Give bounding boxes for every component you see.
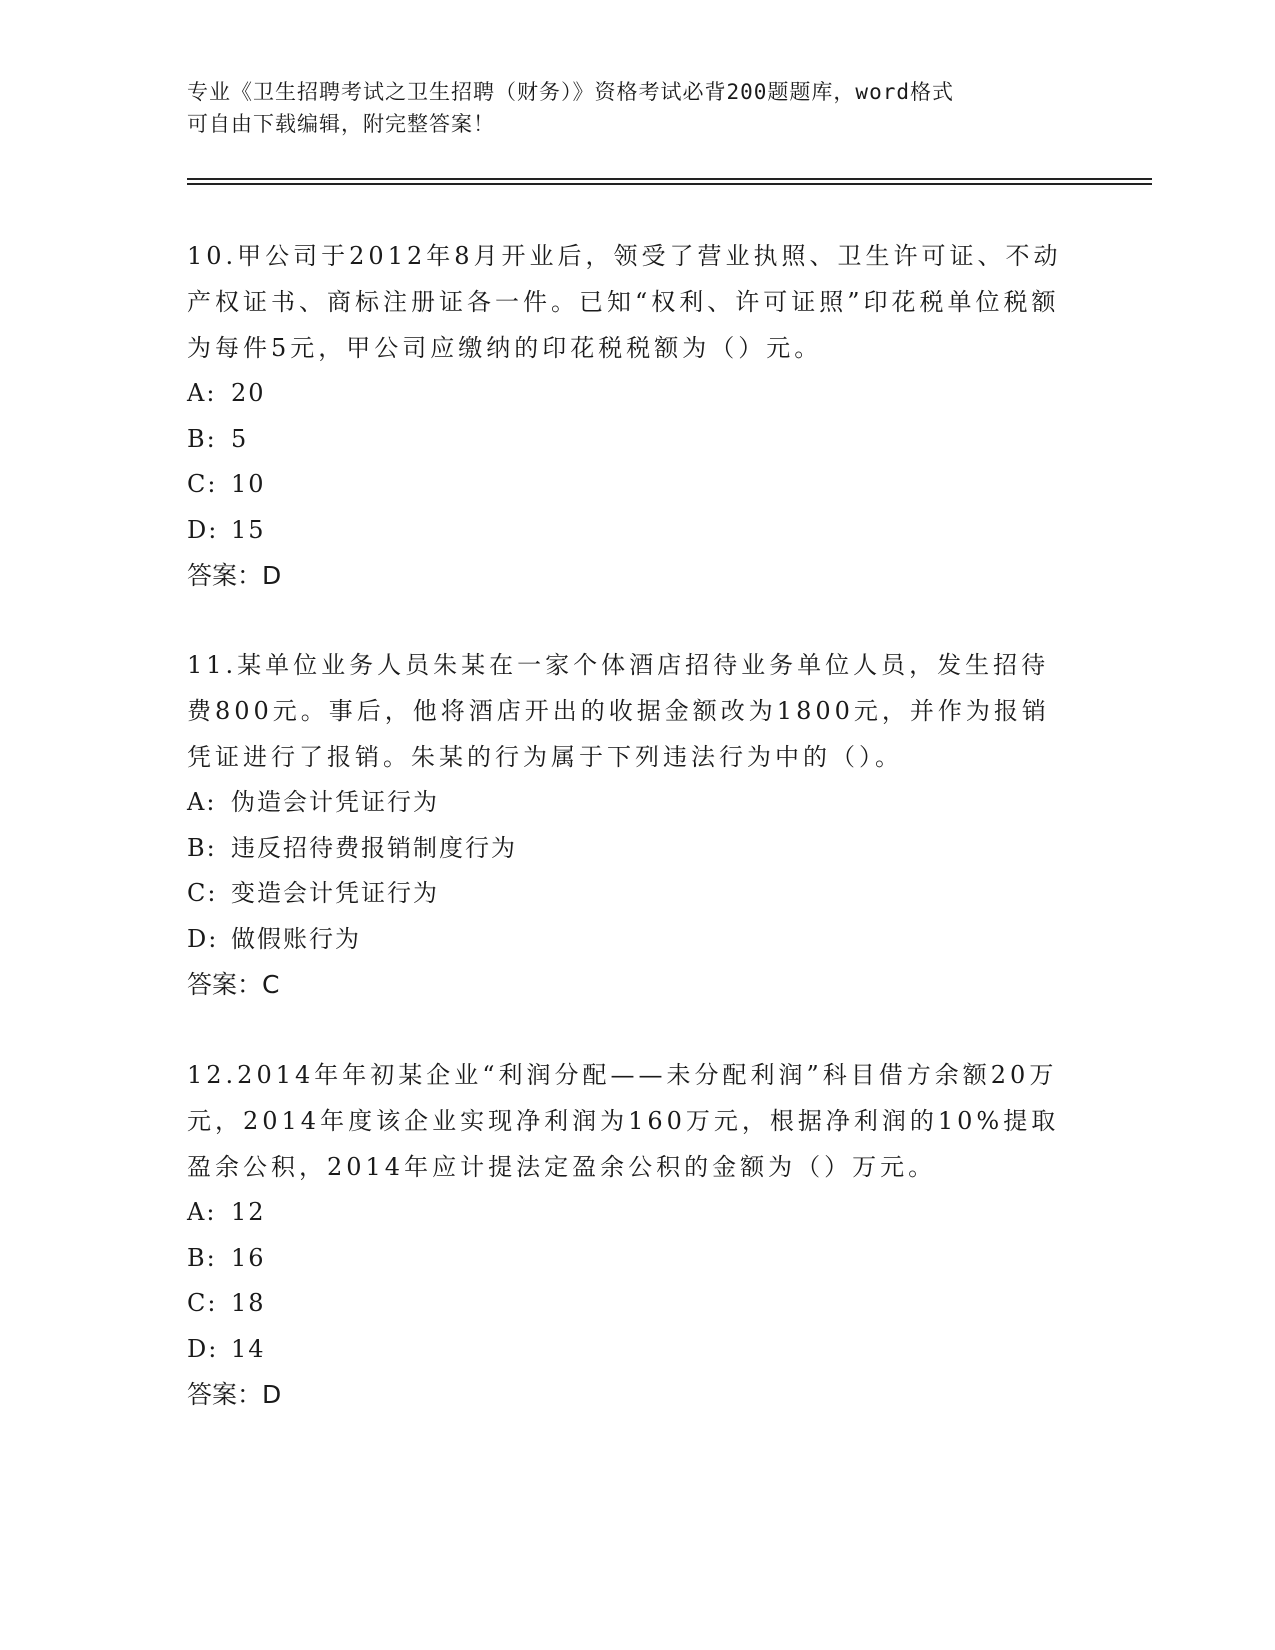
answer-label: 答案：D [187, 1380, 282, 1409]
question-stem: 10.甲公司于2012年8月开业后，领受了营业执照、卫生许可证、不动产权证书、商标注册证各一件。已知“权利、许可证照”印花税单位税额为每件5元，甲公司应缴纳的印花税税额为（）元。 [187, 242, 1062, 362]
option-text: 10 [231, 470, 266, 498]
option-letter: B: [187, 424, 217, 453]
document-header [187, 76, 1067, 140]
answer-label: 答案：D [187, 561, 282, 590]
question-block [187, 1052, 1067, 1418]
option-a [187, 371, 1067, 417]
option-a [187, 1190, 1067, 1236]
option-b [187, 417, 1067, 463]
option-letter: D: [187, 924, 219, 953]
option-d [187, 508, 1067, 554]
header-title-line-2: 可自由下载编辑，附完整答案！ [187, 112, 495, 136]
question-block [187, 642, 1067, 1008]
option-a [187, 780, 1067, 826]
header-divider-top [187, 178, 1152, 180]
option-letter: C: [187, 1289, 218, 1317]
option-d [187, 917, 1067, 963]
option-text: 伪造会计凭证行为 [231, 788, 439, 816]
option-b [187, 1236, 1067, 1282]
option-text: 16 [231, 1243, 266, 1272]
option-letter: B: [187, 833, 217, 862]
option-text: 20 [231, 379, 266, 407]
option-letter: D: [187, 515, 219, 544]
question-stem: 12.2014年年初某企业“利润分配——未分配利润”科目借方余额20万元，2014年度该企业实现净利润为160万元，根据净利润的10%提取盈余公积，2014年应计提法定盈余公积的金额为（）万元。 [187, 1061, 1060, 1181]
option-letter: C: [187, 470, 218, 498]
option-letter: D: [187, 1334, 219, 1363]
option-c [187, 871, 1067, 917]
header-title-line-1: 专业《卫生招聘考试之卫生招聘（财务）》资格考试必背200题题库，word格式 [187, 80, 954, 104]
option-letter: A: [187, 379, 217, 407]
option-letter: A: [187, 788, 217, 816]
option-text: 12 [231, 1198, 266, 1226]
option-text: 15 [231, 515, 266, 544]
option-letter: C: [187, 879, 218, 907]
option-letter: A: [187, 1198, 217, 1226]
option-text: 18 [231, 1289, 266, 1317]
option-text: 5 [231, 424, 249, 453]
option-letter: B: [187, 1243, 217, 1272]
answer-label: 答案：C [187, 970, 280, 999]
option-d [187, 1327, 1067, 1373]
option-text: 做假账行为 [231, 924, 361, 953]
option-c [187, 1281, 1067, 1327]
option-text: 违反招待费报销制度行为 [231, 833, 517, 862]
question-stem: 11.某单位业务人员朱某在一家个体酒店招待业务单位人员，发生招待费800元。事后，他将酒店开出的收据金额改为1800元，并作为报销凭证进行了报销。朱某的行为属于下列违法行为中的（）。 [187, 651, 1050, 771]
option-b [187, 826, 1067, 872]
option-text: 14 [231, 1334, 266, 1363]
option-c [187, 462, 1067, 508]
option-text: 变造会计凭证行为 [231, 879, 439, 907]
header-divider-bottom [187, 183, 1152, 185]
question-block [187, 233, 1067, 599]
